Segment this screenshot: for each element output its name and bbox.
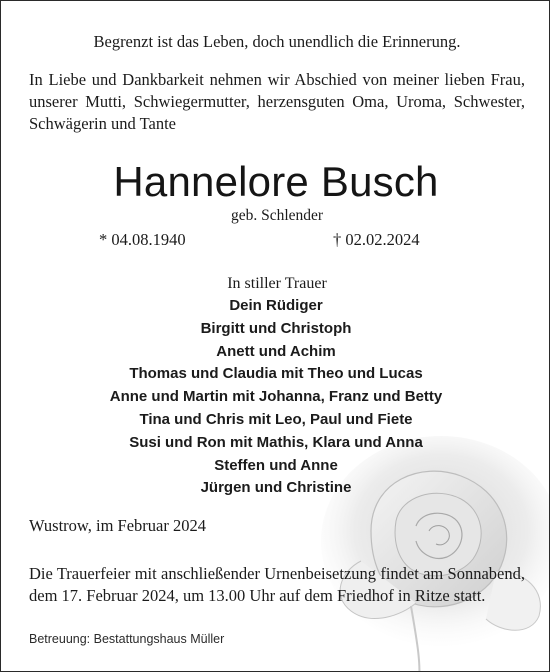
mourner-line: Birgitt und Christoph	[200, 319, 352, 337]
mourner-line: Anne und Martin mit Johanna, Franz und Betty	[109, 388, 443, 406]
mourner-line: Dein Rüdiger	[229, 297, 323, 314]
motto-text: Begrenzt ist das Leben, doch unendlich die Erinnerung.	[93, 32, 461, 51]
mourning-heading: In stiller Trauer	[227, 275, 327, 292]
birth-name: geb. Schlender	[230, 207, 324, 224]
mourners-list	[1, 295, 550, 500]
ceremony-text: Die Trauerfeier mit anschließender Urnenbeisetzung findet am Sonnabend, dem 17. Februar 2024, um 13.00 Uhr auf dem Friedhof in Ritze statt.	[29, 564, 525, 605]
mourner-line: Thomas und Claudia mit Theo und Lucas	[129, 365, 423, 383]
place-date: Wustrow, im Februar 2024	[29, 516, 206, 535]
intro-text: In Liebe und Dankbarkeit nehmen wir Abschied von meiner lieben Frau, unserer Mutti, Schwiegermutter, herzensguten Oma, Uroma, Schwester, Schwägerin und Tante	[29, 70, 525, 133]
birth-date: * 04.08.1940	[99, 230, 186, 249]
mourner-line: Jürgen und Christine	[200, 479, 352, 497]
deceased-name: Hannelore Busch	[113, 158, 439, 205]
mourner-line: Anett und Achim	[216, 342, 336, 360]
mourner-line: Susi und Ron mit Mathis, Klara und Anna	[129, 433, 423, 451]
mourner-line: Tina und Chris mit Leo, Paul und Fiete	[139, 410, 413, 428]
mourner-line: Steffen und Anne	[214, 456, 338, 474]
death-date: † 02.02.2024	[333, 230, 420, 249]
funeral-home-credit: Betreuung: Bestattungshaus Müller	[29, 632, 225, 646]
